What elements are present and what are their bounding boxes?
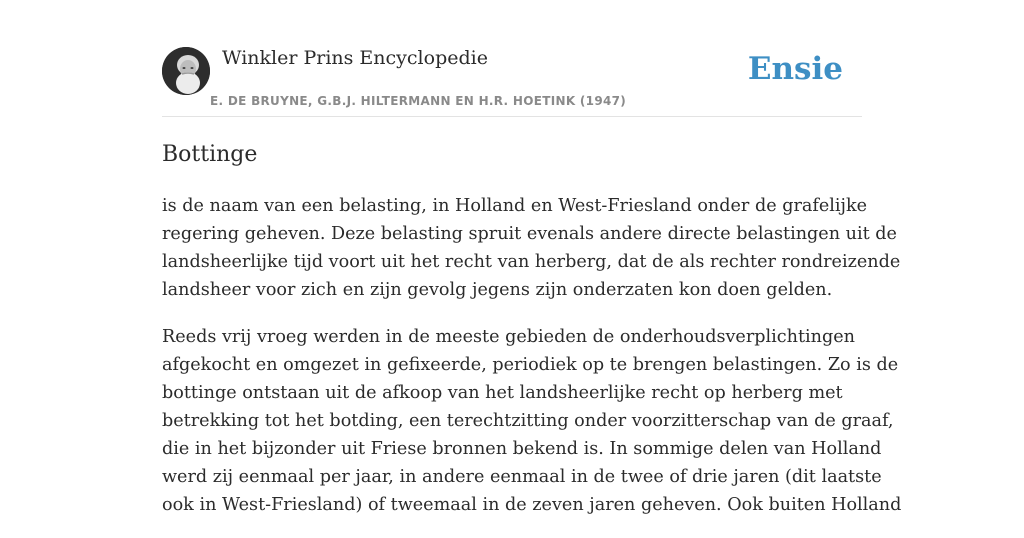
paragraph-line: werd zij eenmaal per jaar, in andere eenmaal in de twee of drie jaren (dit laatste <box>162 467 882 487</box>
publication-title[interactable]: Winkler Prins Encyclopedie <box>222 47 488 69</box>
paragraph-line: landsheerlijke tijd voort uit het recht van herberg, dat de als rechter rondreizende <box>162 252 901 272</box>
paragraph-line: die in het bijzonder uit Friese bronnen bekend is. In sommige delen van Holland <box>162 439 882 459</box>
publication-authors: E. DE BRUYNE, G.B.J. HILTERMANN EN H.R. HOETINK (1947) <box>210 94 627 108</box>
publication-header <box>162 0 862 117</box>
entry-paragraph <box>162 323 902 519</box>
paragraph-line: Reeds vrij vroeg werden in de meeste gebieden de onderhoudsverplichtingen <box>162 327 855 347</box>
paragraph-line: bottinge ontstaan uit de afkoop van het landsheerlijke recht op herberg met <box>162 383 843 403</box>
entry-paragraph <box>162 192 901 304</box>
entry-title: Bottinge <box>162 142 258 167</box>
ensie-logo-link[interactable]: Ensie <box>747 51 843 87</box>
portrait-icon <box>162 47 210 95</box>
entry-body <box>162 192 902 538</box>
paragraph-line: regering geheven. Deze belasting spruit evenals andere directe belastingen uit de <box>162 224 897 244</box>
paragraph-line: betrekking tot het botding, een terechtzitting onder voorzitterschap van de graaf, <box>162 411 894 431</box>
paragraph-line: afgekocht en omgezet in gefixeerde, periodiek op te brengen belastingen. Zo is de <box>162 355 899 375</box>
paragraph-line: landsheer voor zich en zijn gevolg jegens zijn onderzaten kon doen gelden. <box>162 280 833 300</box>
paragraph-line: ook in West-Friesland) of tweemaal in de zeven jaren geheven. Ook buiten Holland <box>162 495 902 515</box>
page <box>162 0 902 515</box>
paragraph-line: is de naam van een belasting, in Holland en West-Friesland onder de grafelijke <box>162 196 868 216</box>
author-avatar[interactable] <box>162 47 210 95</box>
